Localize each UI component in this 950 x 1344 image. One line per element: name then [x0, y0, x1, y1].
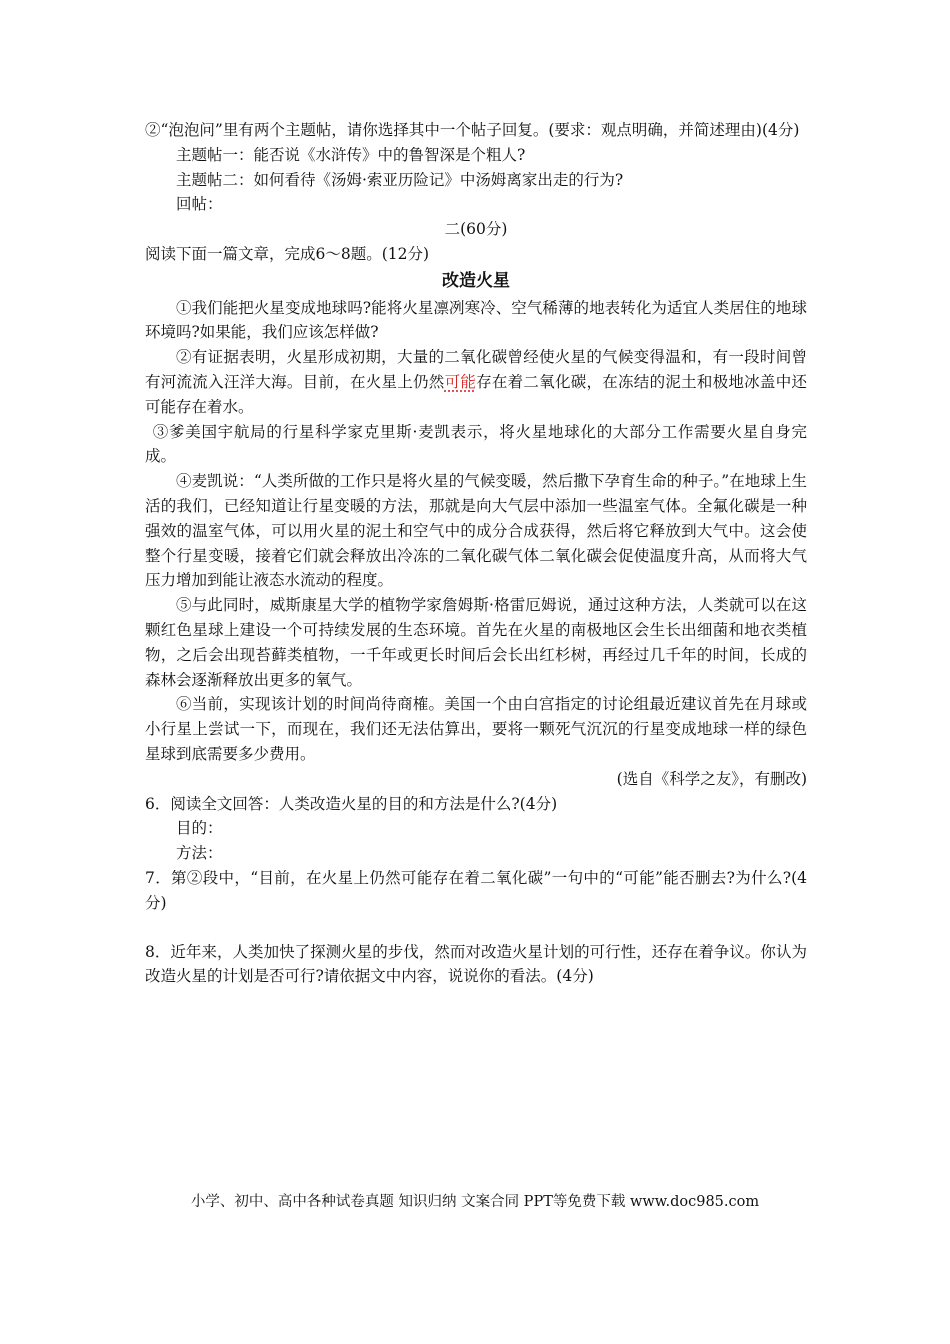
question-5-2: ②“泡泡问”里有两个主题帖，请你选择其中一个帖子回复。(要求：观点明确，并简述理由)(4分)	[145, 121, 800, 139]
article-source: (选自《科学之友》，有删改)	[616, 769, 807, 788]
article-paragraph-2	[145, 345, 807, 419]
page-footer: 小学、初中、高中各种试卷真题 知识归纳 文案合同 PPT等免费下载 www.doc985.com	[190, 1194, 760, 1210]
paragraph-2-text-after: 存在着二氧化碳，在冻结的泥土和极地冰盖中还可能存在着水。	[145, 372, 807, 416]
question-8: 8．近年来，人类加快了探测火星的步伐，然而对改造火星计划的可行性，还存在着争议。你认为改造火星的计划是否可行?请依据文中内容，说说你的看法。(4分)	[145, 942, 807, 986]
article-paragraph-4: ④麦凯说：“人类所做的工作只是将火星的气候变暖，然后撒下孕育生命的种子。”在地球上生活的我们，已经知道让行星变暖的方法，那就是向大气层中添加一些温室气体。全氟化碳是一种强效的温室气体，可以用火星的泥土和空气中的成分合成获得，然后将它释放到大气中。这会使整个行星变暖，接着它们就会释放出冷冻的二氧化碳气体二氧化碳会促使温度升高，从而将大气压力增加到能让液态水流动的程度。	[145, 472, 807, 590]
article-paragraph-1: ①我们能把火星变成地球吗?能将火星凛冽寒冷、空气稀薄的地表转化为适宜人类居住的地球环境吗?如果能，我们应该怎样做?	[145, 298, 807, 342]
question-6-method: 方法：	[176, 844, 223, 863]
highlighted-word: 可能	[444, 372, 477, 391]
article-paragraph-6: ⑥当前，实现该计划的时间尚待商榷。美国一个由白宫指定的讨论组最近建议首先在月球或小行星上尝试一下，而现在，我们还无法估算出，要将一颗死气沉沉的行星变成地球一样的绿色星球到底需要多少费用。	[145, 695, 807, 763]
reading-intro: 阅读下面一篇文章，完成6～8题。(12分)	[145, 244, 430, 263]
section-two-heading: 二(60分)	[444, 220, 508, 239]
question-6-purpose: 目的：	[176, 819, 223, 838]
exam-page	[145, 118, 807, 989]
article-title: 改造火星	[442, 270, 510, 291]
article-paragraph-5: ⑤与此同时，威斯康星大学的植物学家詹姆斯·格雷厄姆说，通过这种方法，人类就可以在这颗红色星球上建设一个可持续发展的生态环境。首先在火星的南极地区会生长出细菌和地衣类植物，之后会出现苔藓类植物，一千年或更长时间后会长出红杉树，再经过几千年的时间，长成的森林会逐渐释放出更多的氧气。	[145, 596, 807, 689]
question-7: 7．第②段中，“目前，在火星上仍然可能存在着二氧化碳”一句中的“可能”能否删去?为什么?(4分)	[145, 868, 807, 912]
topic-post-1: 主题帖一：能否说《水浒传》中的鲁智深是个粗人?	[176, 145, 526, 164]
topic-post-2: 主题帖二：如何看待《汤姆·索亚历险记》中汤姆离家出走的行为?	[176, 170, 624, 189]
article-paragraph-3: ③爹美国宇航局的行星科学家克里斯·麦凯表示，将火星地球化的大部分工作需要火星自身完成。	[145, 422, 807, 466]
answer-space	[145, 916, 807, 940]
paragraph-2-text-before: ②有证据表明，火星形成初期，大量的二氧化碳曾经使火星的气候变得温和，有一段时间曾有河流流入汪洋大海。目前，在火星上仍然	[145, 348, 807, 391]
question-6: 6．阅读全文回答：人类改造火星的目的和方法是什么?(4分)	[145, 794, 558, 813]
reply-label: 回帖：	[176, 195, 223, 214]
